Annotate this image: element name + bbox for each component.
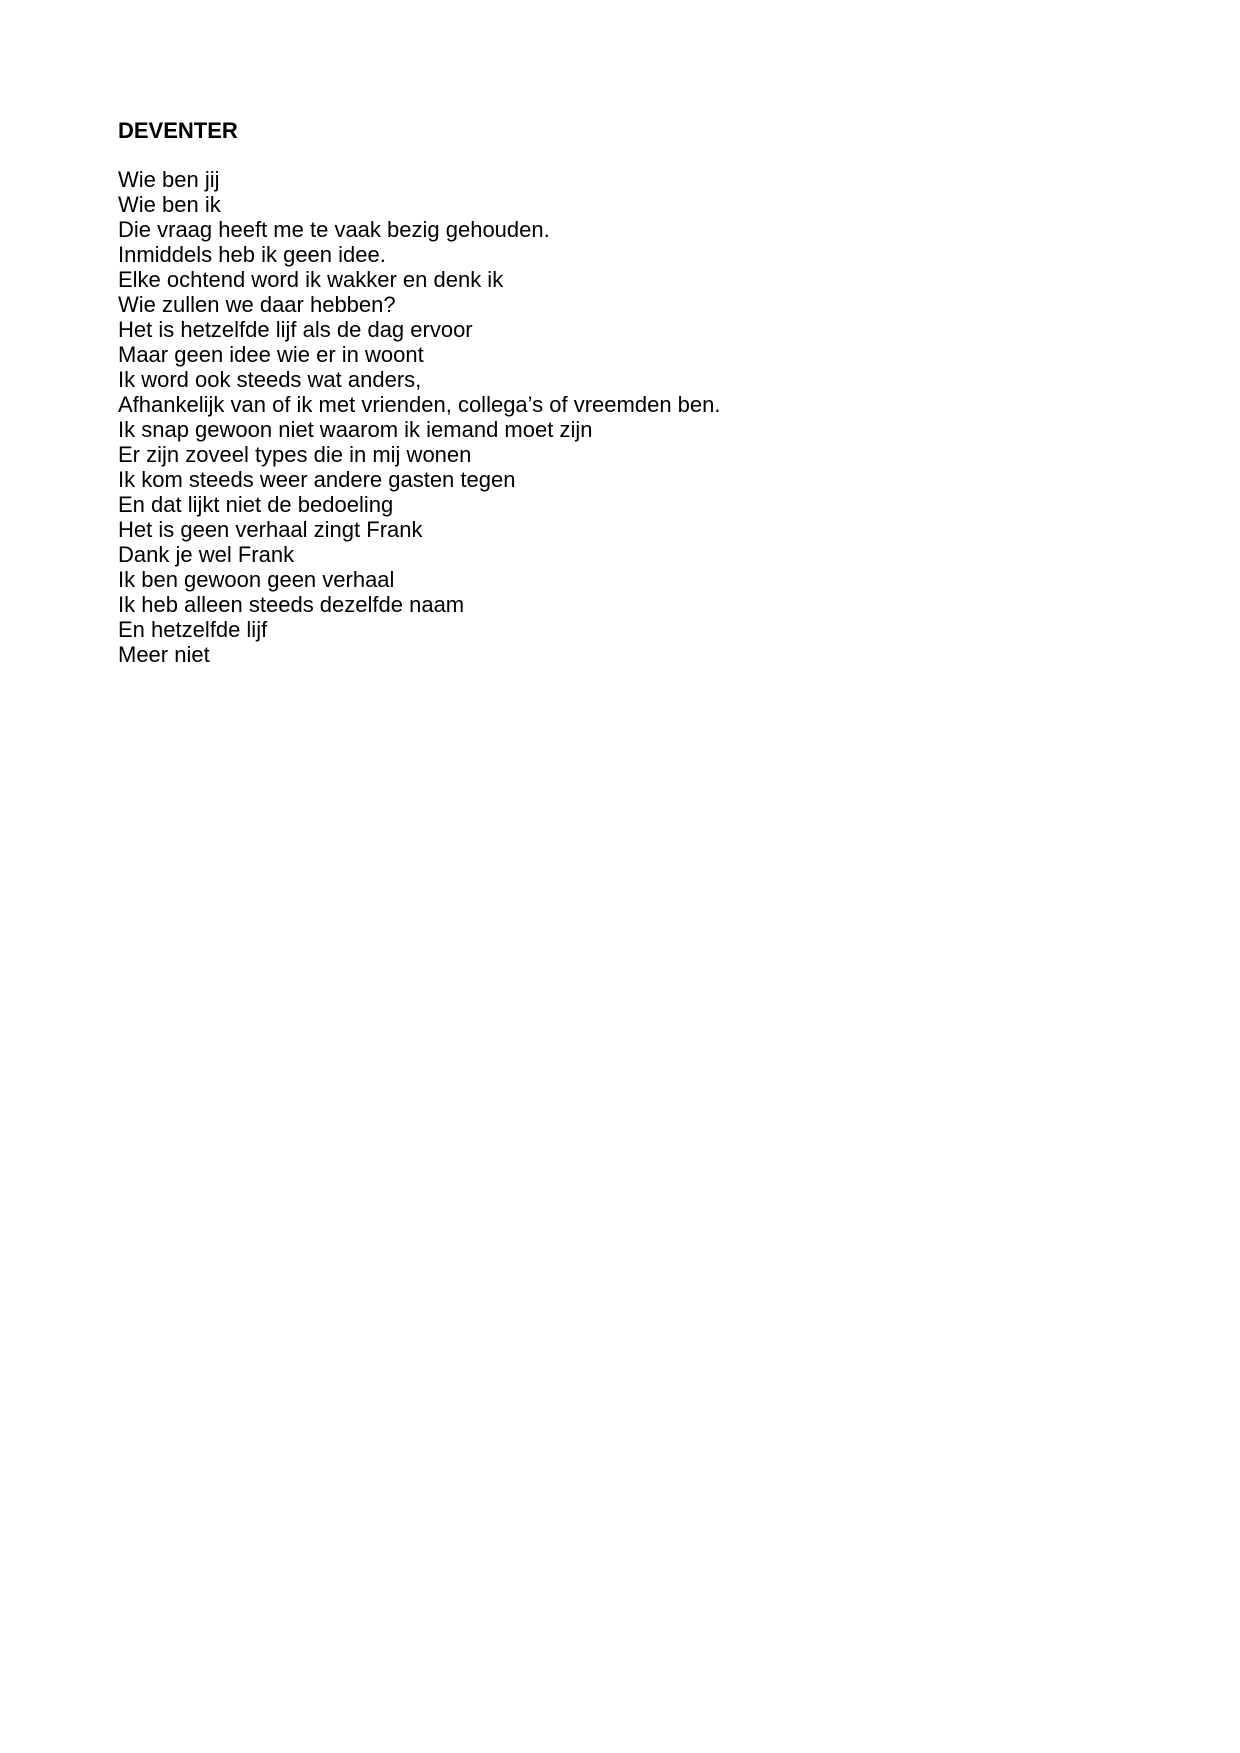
poem-line: Ik kom steeds weer andere gasten tegen (118, 467, 516, 492)
poem-line: Afhankelijk van of ik met vrienden, collega’s of vreemden ben. (118, 392, 721, 417)
poem-line: Meer niet (118, 642, 210, 667)
poem-line: Ik snap gewoon niet waarom ik iemand moet zijn (118, 417, 593, 442)
poem-line: Wie ben ik (118, 192, 221, 217)
poem-line: Het is geen verhaal zingt Frank (118, 517, 423, 542)
poem-line: Ik ben gewoon geen verhaal (118, 567, 395, 592)
poem-line: Elke ochtend word ik wakker en denk ik (118, 267, 504, 292)
poem-line: Wie zullen we daar hebben? (118, 292, 396, 317)
poem-line: Maar geen idee wie er in woont (118, 342, 424, 367)
poem-line: En dat lijkt niet de bedoeling (118, 492, 394, 517)
poem-line: Er zijn zoveel types die in mij wonen (118, 442, 472, 467)
poem-line: Ik heb alleen steeds dezelfde naam (118, 592, 465, 617)
poem-line: En hetzelfde lijf (118, 617, 268, 642)
poem-line: Die vraag heeft me te vaak bezig gehouden. (118, 217, 550, 242)
poem-title: DEVENTER (118, 118, 238, 143)
poem-line: Het is hetzelfde lijf als de dag ervoor (118, 317, 473, 342)
poem-line: Ik word ook steeds wat anders, (118, 367, 422, 392)
poem-line: Dank je wel Frank (118, 542, 295, 567)
poem-body (118, 167, 721, 667)
poem-line: Inmiddels heb ik geen idee. (118, 242, 386, 267)
poem-line: Wie ben jij (118, 167, 220, 192)
